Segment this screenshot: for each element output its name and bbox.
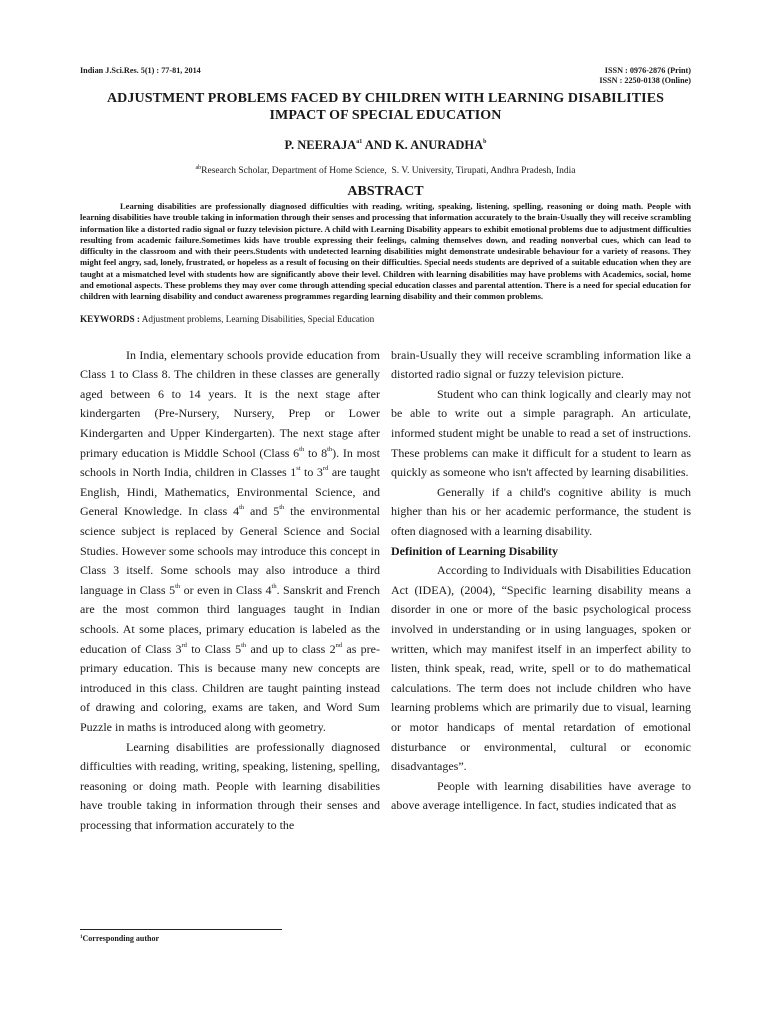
- text-run: the environmental science subject is replaced by General Science and Social Studies. However some schools may introduce this concept in Class 3 itself. Some schools may also introduce a third language in Class 5: [80, 504, 380, 597]
- section-heading: Definition of Learning Disability: [391, 543, 559, 558]
- superscript: th: [299, 445, 305, 453]
- running-header: [80, 66, 691, 86]
- superscript: th: [271, 582, 277, 590]
- footnote: [80, 934, 159, 943]
- issn-print: ISSN : 0976-2876 (Print): [604, 66, 691, 75]
- body-paragraph: According to Individuals with Disabilities Education Act (IDEA), (2004), “Specific learning disability means a disorder in one or more of the basic psychological process involved in understanding or in using languages, spoken or written, which may manifest itself in an imperfect ability to listen, think speak, read, write, spell or to do mathematical calculations. The term does not include children who have learning problems which are primarily due to visual, learning or motor handicaps of mental retardation of emotional disturbance or environmental, cultural or economic disadvantages”.: [391, 563, 691, 774]
- superscript: rd: [181, 641, 187, 649]
- superscript: th: [241, 641, 247, 649]
- intro-paragraph: [80, 346, 380, 738]
- text-run: as pre-primary education. This is because many new concepts are introduced in this class. Children are taught painting instead of drawing and coloring, exams are taken, and Word Sum Puzzle in maths is introduced along with geometry.: [80, 641, 380, 734]
- superscript: th: [327, 445, 333, 453]
- footnote-rule: [80, 929, 282, 930]
- body-paragraph: Generally if a child's cognitive ability is much higher than his or her academic performance, the student is often diagnosed with a learning disability.: [391, 484, 691, 539]
- superscript: nd: [335, 641, 343, 649]
- superscript: th: [175, 582, 181, 590]
- text-run: to Class 5: [186, 641, 242, 656]
- superscript: rd: [322, 465, 329, 473]
- author-2: K. ANURADHA: [394, 138, 484, 152]
- journal-citation: Indian J.Sci.Res. 5(1) : 77-81, 2014: [80, 66, 201, 75]
- issn-online: ISSN : 2250-0138 (Online): [599, 76, 691, 85]
- title-line-2: IMPACT OF SPECIAL EDUCATION: [269, 108, 502, 123]
- keywords: [80, 314, 691, 324]
- author-1: P. NEERAJA: [284, 138, 357, 152]
- issn-block: [599, 66, 691, 86]
- keywords-text: Adjustment problems, Learning Disabilities, Special Education: [139, 313, 375, 324]
- affiliation-sup: ab: [195, 165, 202, 171]
- author-2-sup: b: [483, 139, 487, 145]
- body-paragraph: Learning disabilities are professionally diagnosed difficulties with reading, writing, speaking, listening, spelling, reasoning or doing math. People with learning disabilities have trouble taking in information through their senses and processing that information accurately to the: [80, 739, 380, 832]
- body-columns: [80, 346, 691, 836]
- text-run: and up to class 2: [246, 641, 336, 656]
- abstract-heading: ABSTRACT: [347, 184, 424, 199]
- text-run: . Sanskrit and French are the most common third languages taught in Indian schools. At some places, primary education is labeled as the education of Class 3: [80, 582, 380, 656]
- text-run: ). In most schools in North India, children in Classes 1: [80, 445, 380, 480]
- footnote-sup: 1: [80, 935, 83, 940]
- text-run: or even in Class 4: [180, 582, 272, 597]
- body-paragraph: Student who can think logically and clearly may not be able to write out a simple paragraph. An articulate, informed student might be unable to read a set of instructions. These problems can make it difficult for a student to learn as quickly as someone who isn't affected by learning disabilities.: [391, 386, 691, 480]
- superscript: th: [279, 504, 285, 512]
- text-run: to 3: [300, 465, 323, 480]
- text-run: and 5: [244, 504, 280, 519]
- body-paragraph: brain-Usually they will receive scrambling information like a distorted radio signal or fuzzy television picture.: [391, 347, 691, 382]
- left-column: [80, 346, 380, 836]
- text-run: are taught English, Hindi, Mathematics, Environmental Science, and General Knowledge. In class 4: [80, 465, 380, 519]
- author-connector: AND: [362, 138, 395, 152]
- title-line-1: ADJUSTMENT PROBLEMS FACED BY CHILDREN WITH LEARNING DISABILITIES: [106, 91, 665, 106]
- right-column: [391, 346, 691, 836]
- author-1-sup: a1: [356, 139, 363, 145]
- superscript: st: [296, 465, 301, 473]
- affiliation: [80, 165, 691, 176]
- text-run: to 8: [304, 445, 328, 460]
- paper-title: [80, 90, 691, 124]
- abstract-text: Learning disabilities are professionally diagnosed difficulties with reading, writing, speaking, listening, spelling, reasoning or doing math. People with learning disabilities have trouble taking in information through their senses and processing that information accurately to the brain-Usually they will receive scrambling information like a distorted radio signal or fuzzy television picture. A child with Learning Disability appears to exhibit emotional problems due to adjustment difficulties resulting from academic failure.Sometimes kids have trouble expressing their feelings, calming themselves down, and reading nonverbal cues, which can lead to difficulty in the classroom and with their peers.Students with undetected learning disabilities might demonstrate undesirable behaviour for a variety of reasons. They might feel angry, sad, lonely, frustrated, or hopeless as a result of focusing on their difficulties. Special needs students are deprived of a suitable education when they are taught at a mismatched level with students how are significantly above their level. Children with learning disabilities may have problems with Academics, social, home and emotional aspects. These problems they may over come through attending special education classes and parental attention. There is a need for special education for children with learning disability and conduct awareness programmes regarding learning disability and their common problems.: [80, 201, 691, 302]
- footnote-text: Corresponding author: [82, 934, 160, 943]
- superscript: th: [239, 504, 245, 512]
- keywords-label: KEYWORDS :: [80, 313, 140, 324]
- affiliation-text: Research Scholar, Department of Home Science, S. V. University, Tirupati, Andhra Pradesh, India: [201, 166, 576, 176]
- body-paragraph: People with learning disabilities have average to above average intelligence. In fact, studies indicated that as: [391, 778, 691, 813]
- paper-page: [80, 66, 691, 836]
- text-run: In India, elementary schools provide education from Class 1 to Class 8. The children in these classes are generally aged between 6 to 14 years. It is the next stage after kindergarten (Pre-Nursery, Nursery, Prep or Lower Kindergarten and Upper Kindergarten). The next stage after primary education is Middle School (Class 6: [80, 347, 380, 460]
- authors: [80, 138, 691, 153]
